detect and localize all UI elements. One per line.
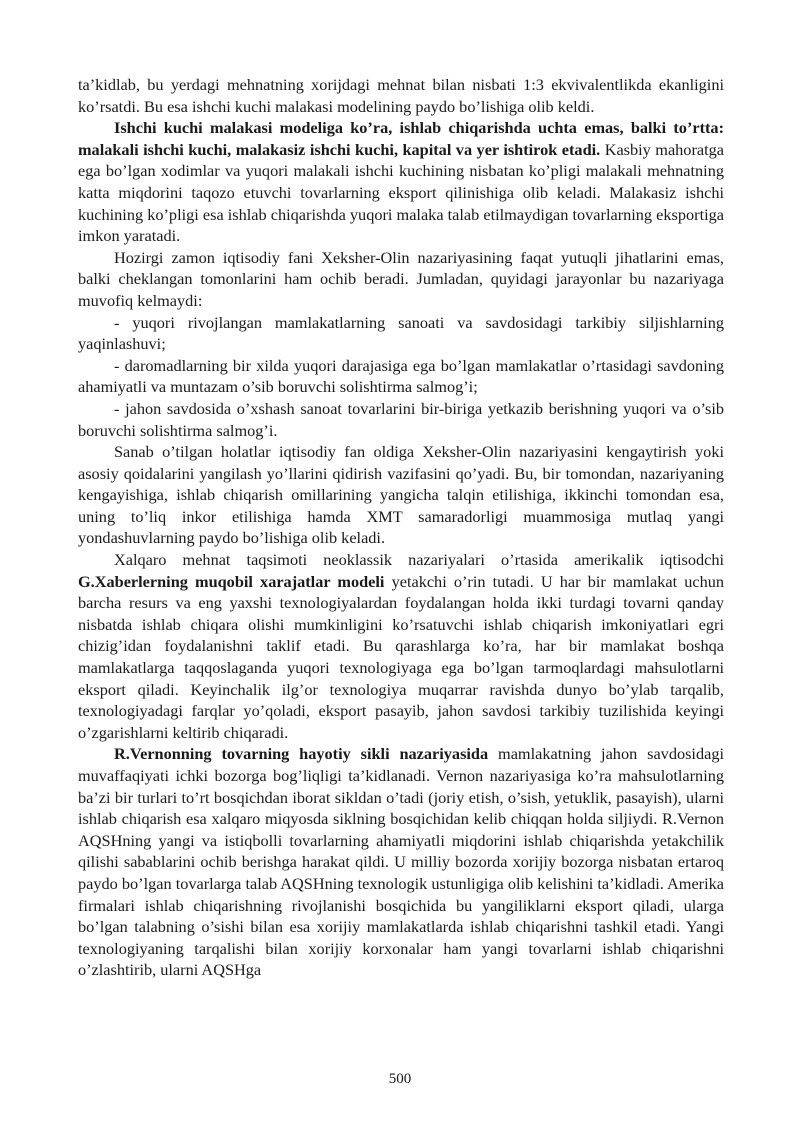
- paragraph-1: [78, 74, 724, 117]
- bold-phrase: Ishchi kuchi malakasi modeliga ko’ra, ishlab chiqarishda uchta emas, balki to’rtta: malakali ishchi kuchi, malakasiz ishchi kuchi, kapital va yer ishtirok etadi.: [78, 118, 724, 159]
- paragraph-text: ta’kidlab, bu yerdagi mehnatning xorijdagi mehnat bilan nisbati 1:3 ekvivalentlikda ekanligini ko’rsatdi. Bu esa ishchi kuchi malakasi modelining paydo bo’lishiga olib keldi.: [78, 75, 724, 116]
- paragraph-4: [78, 441, 724, 549]
- paragraph-5: [78, 549, 724, 743]
- paragraph-text: - yuqori rivojlangan mamlakatlarning sanoati va savdosidagi tarkibiy siljishlarning yaqinlashuvi;: [78, 312, 724, 354]
- paragraph-6: [78, 743, 724, 981]
- paragraph-2: [78, 117, 724, 247]
- paragraph-text: - daromadlarning bir xilda yuqori darajasiga ega bo’lgan mamlakatlar o’rtasidagi savdoning ahamiyatli va muntazam o’sib boruvchi solishtirma salmog’i;: [78, 355, 724, 397]
- page-number: 500: [388, 1071, 412, 1087]
- paragraph-text: Xalqaro mehnat taqsimoti neoklassik nazariyalari o’rtasida amerikalik iqtisodchi: [114, 550, 724, 570]
- paragraph-text: Hozirgi zamon iqtisodiy fani Xeksher-Olin nazariyasining faqat yutuqli jihatlarini emas, balki cheklangan tomonlarini ham ochib beradi. Jumladan, quyidagi jarayonlar bu nazariyaga muvofiq kelmaydi:: [78, 247, 724, 310]
- bold-phrase: G.Xaberlerning muqobil xarajatlar modeli: [78, 571, 385, 591]
- paragraph-3: [78, 247, 724, 312]
- bold-phrase: R.Vernonning tovarning hayotiy sikli nazariyasida: [114, 744, 489, 764]
- paragraph-text: - jahon savdosida o’xshash sanoat tovarlarini bir-biriga yetkazib berishning yuqori va o’sib boruvchi solishtirma salmog’i.: [78, 398, 724, 440]
- list-item-2: [78, 355, 724, 398]
- paragraph-text: Kasbiy mahoratga ega bo’lgan xodimlar va yuqori malakali ishchi kuchining nisbatan ko’pligi malakali mehnatning katta miqdorini taqozo etuvchi tovarlarning eksport qilinishiga olib keladi. Malakasiz ishchi kuchining ko’pligi esa ishlab chiqarishda yuqori malaka talab etilmaydigan tovarlarning eksportiga imkon yaratadi.: [78, 139, 724, 246]
- paragraph-text: Sanab o’tilgan holatlar iqtisodiy fan oldiga Xeksher-Olin nazariyasini kengaytirish yoki asosiy qoidalarini yangilash yo’llarini qidirish vazifasini qo’yadi. Bu, bir tomondan, nazariyaning kengayishiga, ishlab chiqarish omillarining yangicha talqin etilishiga, ikkinchi tomondan esa, uning to’liq inkor etilishiga hamda XMT samaradorligi muammosiga mutlaq yangi yondashuvlarning paydo bo’lishiga olib keladi.: [78, 442, 724, 548]
- list-item-1: [78, 312, 724, 355]
- page-body: [78, 74, 724, 981]
- list-item-3: [78, 398, 724, 441]
- paragraph-text: yetakchi o’rin tutadi. U har bir mamlakat uchun barcha resurs va eng yaxshi texnologiyalardan foydalangan holda ikki turdagi tovarni qanday nisbatda ishlab chiqara olishi mumkinligini ko’rsatuvchi ishlab chiqarish imkoniyatlari egri chizig’idan foydalanishni taklif etadi. Bu qarashlarga ko’ra, har bir mamlakat boshqa mamlakatlarga taqqoslaganda yuqori texnologiyaga ega bo’lgan tarmoqlardagi mahsulotlarni eksport qiladi. Keyinchalik ilg’or texnologiya muqarrar ravishda dunyo bo’ylab tarqalib, texnologiyadagi farqlar yo’qoladi, eksport pasayib, jahon savdosi tarkibiy tuzilishida keyingi o’zgarishlarni keltirib chiqaradi.: [78, 571, 725, 742]
- paragraph-text: mamlakatning jahon savdosidagi muvaffaqiyati ichki bozorga bog’liqligi ta’kidlanadi. Vernon nazariyasiga ko’ra mahsulotlarning ba’zi bir turlari to’rt bosqichdan iborat sikldan o’tadi (joriy etish, o’sish, yetuklik, pasayish), ularni ishlab chiqarish esa xalqaro miqyosda siklning bosqichidan kelib chiqqan holda siljiydi. R.Vernon AQSHning yangi va istiqbolli tovarlarning ahamiyatli miqdorini ishlab chiqarishda yetakchilik qilishi sabablarini ochib berishga harakat qildi. U milliy bozorda xorijiy bozorga nisbatan ertaroq paydo bo’lgan tovarlarga talab AQSHning texnologik ustunligiga olib kelishini ta’kidladi. Amerika firmalari ishlab chiqarishning rivojlanishi bosqichida bu yangiliklarni eksport qiladi, ularga bo’lgan talabning o’sishi bilan esa xorijiy mamlakatlarda ishlab chiqarishni tashkil etadi. Yangi texnologiyaning tarqalishi bilan xorijiy korxonalar ham yangi tovarlarni ishlab chiqarishni o’zlashtirib, ularni AQSHga: [78, 744, 724, 980]
